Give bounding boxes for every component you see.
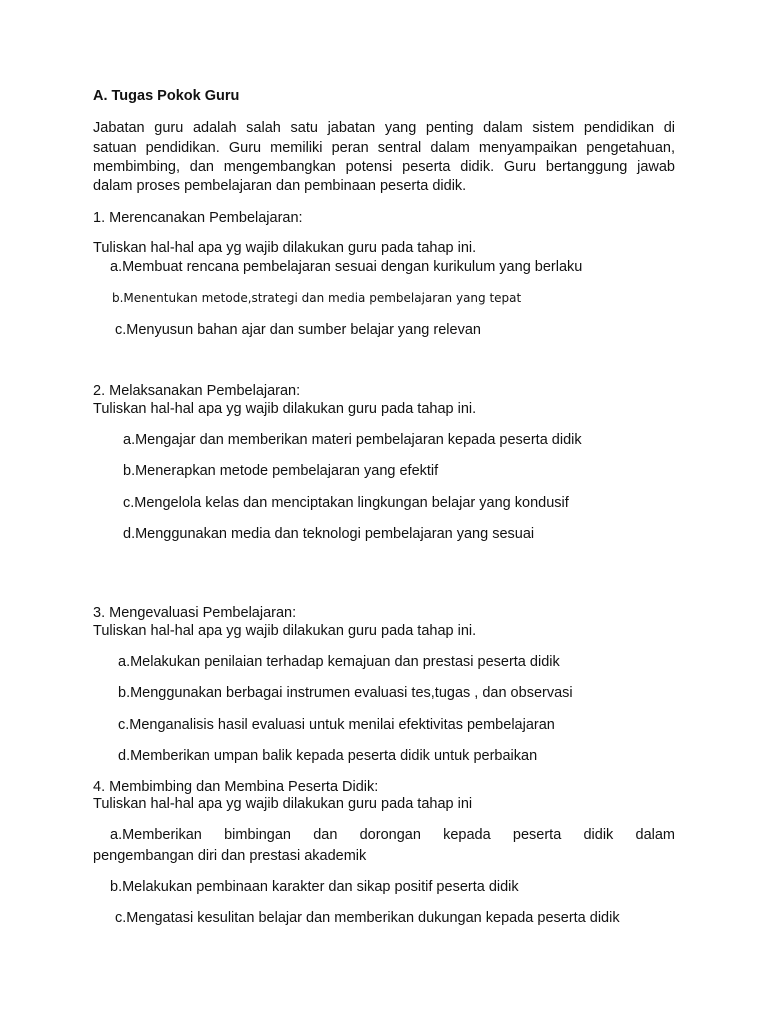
section-3-item-b: b.Menggunakan berbagai instrumen evaluasi tes,tugas , dan observasi <box>118 685 573 701</box>
section-3-item-c: c.Menganalisis hasil evaluasi untuk menilai efektivitas pembelajaran <box>118 717 555 733</box>
section-4-item-b: b.Melakukan pembinaan karakter dan sikap positif peserta didik <box>110 879 519 895</box>
section-1-item-b: b.Menentukan metode,strategi dan media pembelajaran yang tepat <box>112 291 522 305</box>
section-2-title: 2. Melaksanakan Pembelajaran: <box>93 383 301 399</box>
section-2-item-d: d.Menggunakan media dan teknologi pembelajaran yang sesuai <box>123 526 535 542</box>
section-3-title: 3. Mengevaluasi Pembelajaran: <box>93 605 297 621</box>
section-1-item-c: c.Menyusun bahan ajar dan sumber belajar yang relevan <box>115 322 481 338</box>
section-1-item-a: a.Membuat rencana pembelajaran sesuai dengan kurikulum yang berlaku <box>110 259 583 275</box>
intro-line-3: membimbing, dan mengembangkan potensi peserta didik. Guru bertanggung jawab <box>93 159 675 175</box>
section-4-item-c: c.Mengatasi kesulitan belajar dan memberikan dukungan kepada peserta didik <box>115 910 620 926</box>
section-4-title: 4. Membimbing dan Membina Peserta Didik: <box>93 779 379 795</box>
section-2-item-c: c.Mengelola kelas dan menciptakan lingkungan belajar yang kondusif <box>123 495 569 511</box>
section-3-item-d: d.Memberikan umpan balik kepada peserta didik untuk perbaikan <box>118 748 538 764</box>
intro-line-4: dalam proses pembelajaran dan pembinaan peserta didik. <box>93 178 467 194</box>
section-heading: A. Tugas Pokok Guru <box>93 88 240 104</box>
section-1-title: 1. Merencanakan Pembelajaran: <box>93 210 303 226</box>
section-4-prompt: Tuliskan hal-hal apa yg wajib dilakukan guru pada tahap ini <box>93 796 473 812</box>
section-2-prompt: Tuliskan hal-hal apa yg wajib dilakukan guru pada tahap ini. <box>93 401 477 417</box>
section-3-item-a: a.Melakukan penilaian terhadap kemajuan dan prestasi peserta didik <box>118 654 560 670</box>
intro-line-2: satuan pendidikan. Guru memiliki peran sentral dalam menyampaikan pengetahuan, <box>93 140 675 156</box>
section-2-item-a: a.Mengajar dan memberikan materi pembelajaran kepada peserta didik <box>123 432 582 448</box>
section-3-prompt: Tuliskan hal-hal apa yg wajib dilakukan guru pada tahap ini. <box>93 623 477 639</box>
section-4-item-a-line-2: pengembangan diri dan prestasi akademik <box>93 848 367 864</box>
section-2-item-b: b.Menerapkan metode pembelajaran yang efektif <box>123 463 439 479</box>
intro-line-1: Jabatan guru adalah salah satu jabatan yang penting dalam sistem pendidikan di <box>93 120 675 136</box>
section-4-item-a-line-1: a.Memberikan bimbingan dan dorongan kepada peserta didik dalam <box>110 827 675 843</box>
section-1-prompt: Tuliskan hal-hal apa yg wajib dilakukan guru pada tahap ini. <box>93 240 477 256</box>
